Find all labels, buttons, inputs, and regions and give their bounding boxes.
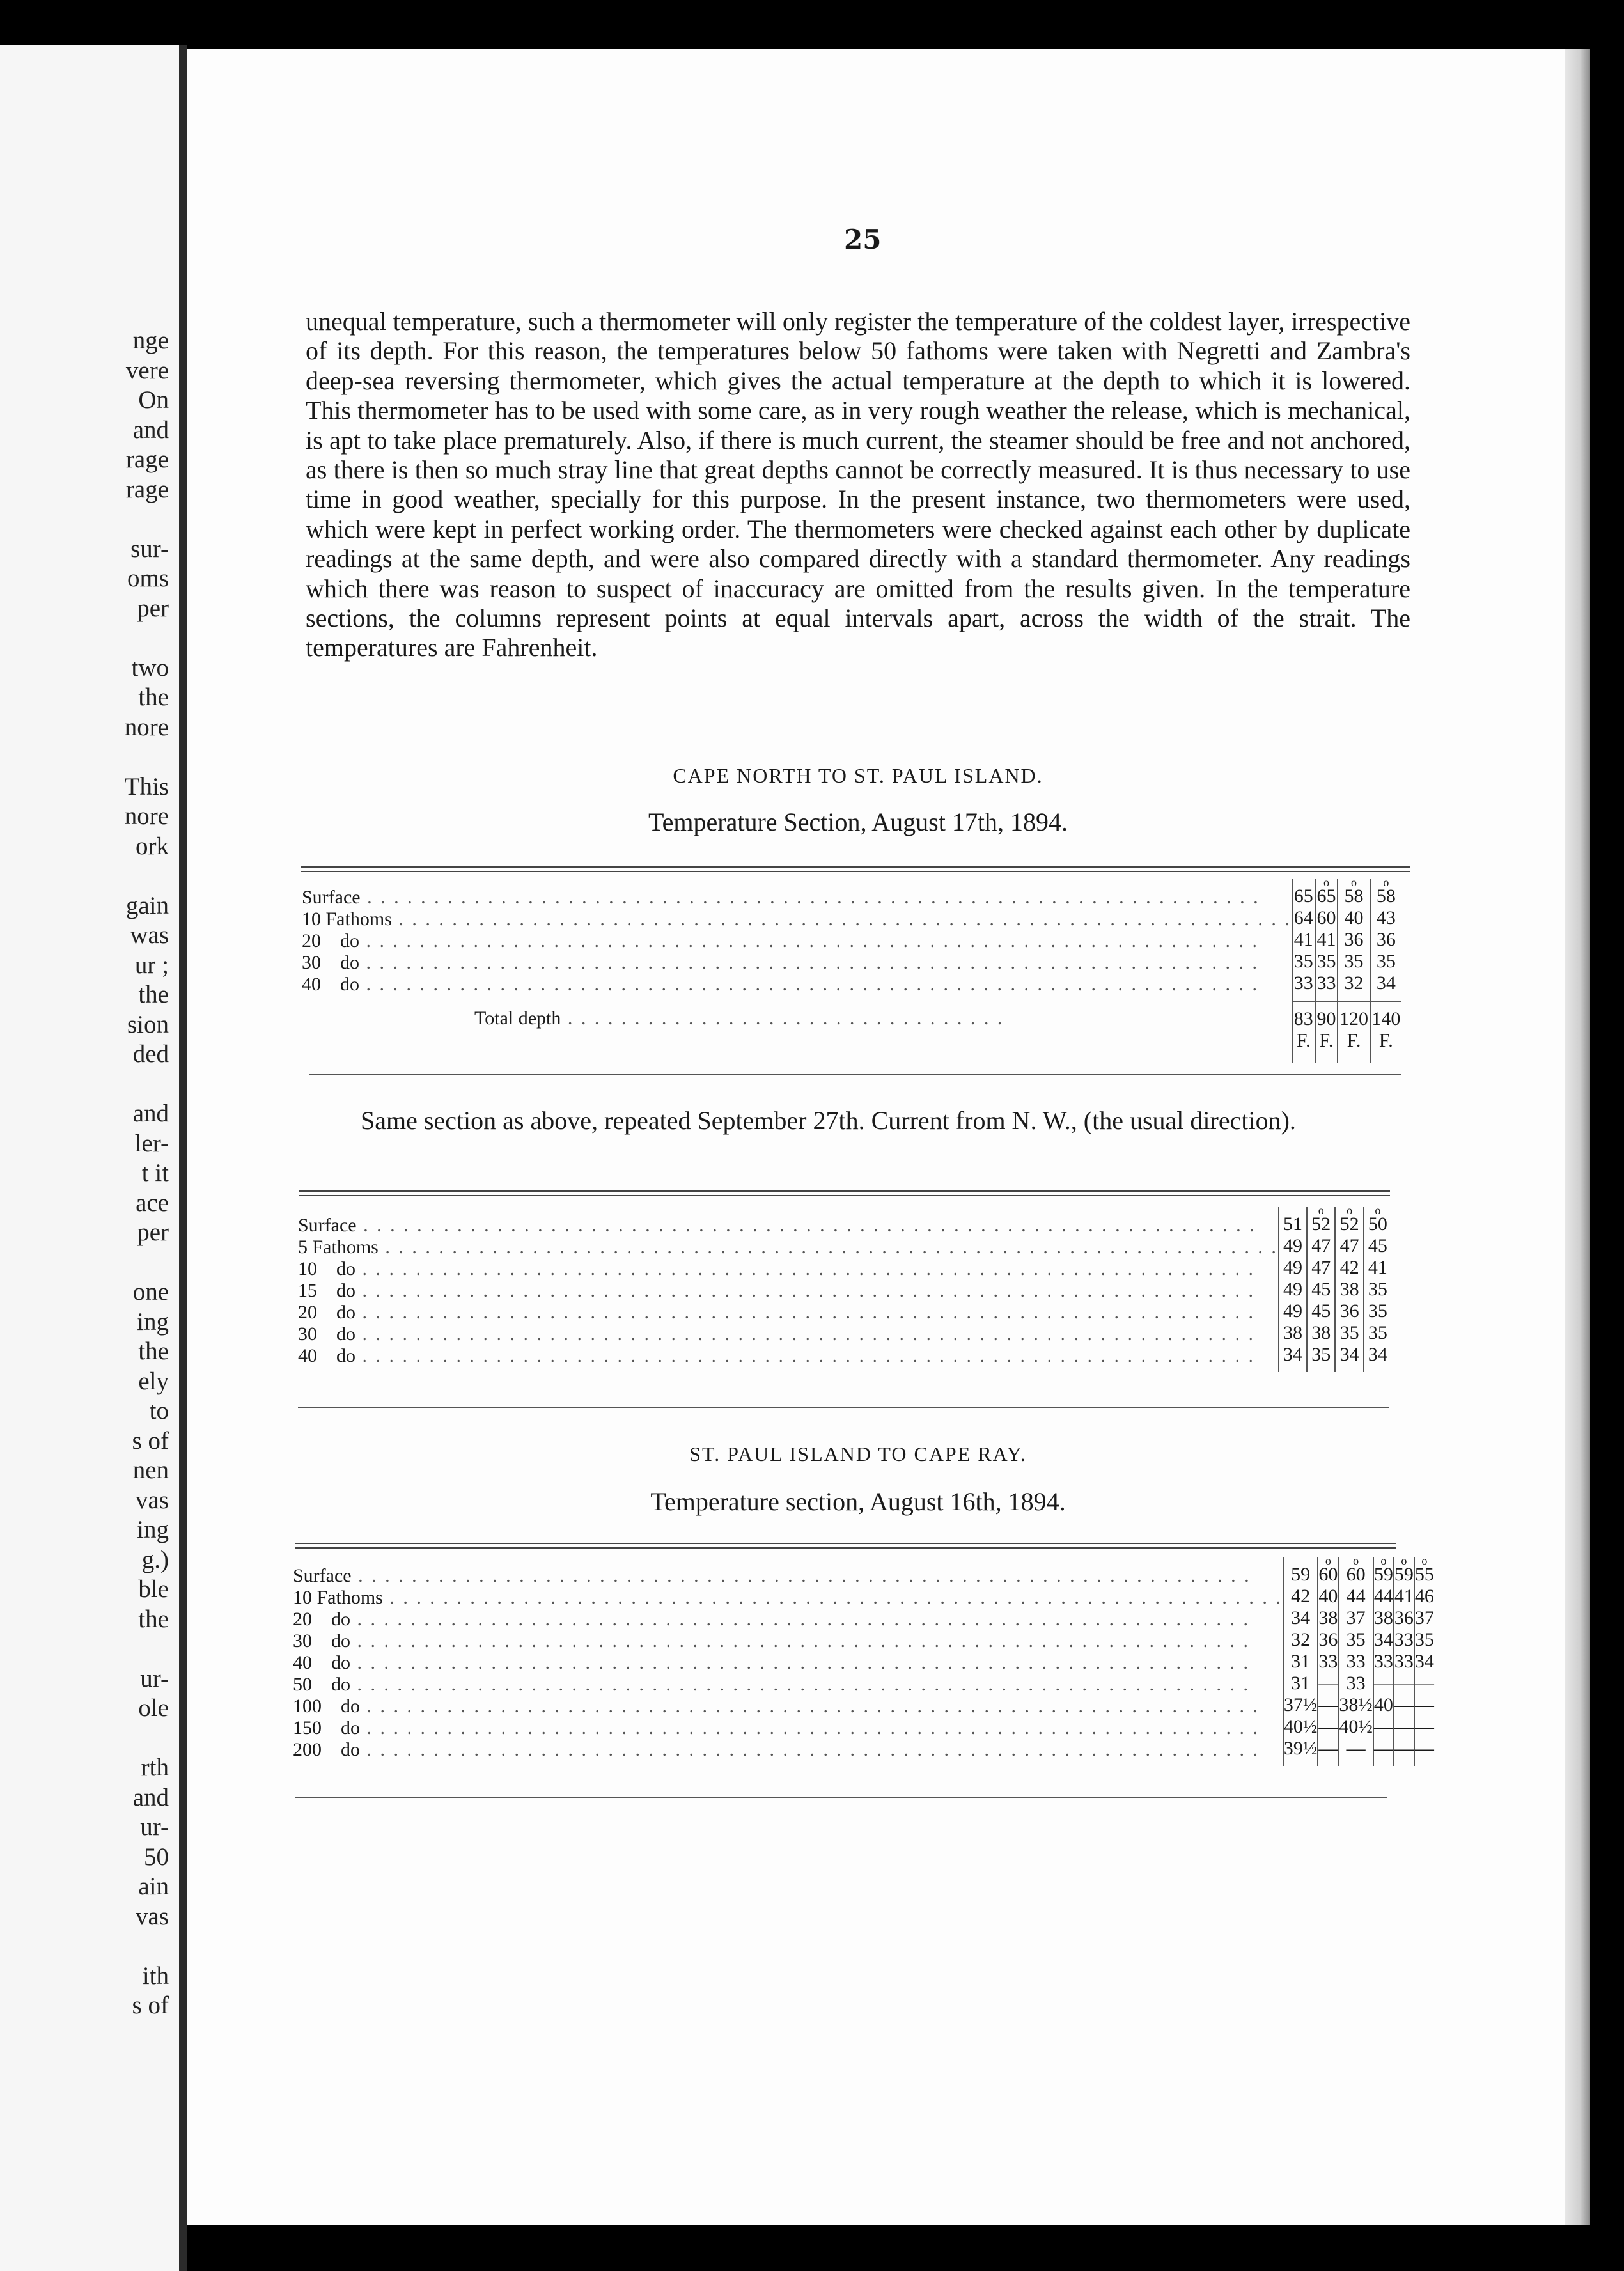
depth-label-text: 50 do <box>293 1674 350 1695</box>
temperature-cell: 38 <box>1318 1607 1338 1628</box>
temperature-cell: 40½ <box>1339 1716 1373 1737</box>
temperature-cell: 35 <box>1368 1300 1387 1322</box>
leader-dots: . . . . . . . . . . . . . . . . . . . . . . . . . . . . . . . . . . . . . . . . . . . . . . . . . . . . . . . . . . . . . . . . . . . <box>355 1302 1255 1323</box>
station-column-2 <box>1315 876 1338 1001</box>
section2-bottom-rule <box>295 1797 1387 1798</box>
facing-page-line: g.) <box>141 1545 169 1573</box>
temperature-cell: 35 <box>1346 1629 1366 1650</box>
section2-subtitle: Temperature section, August 16th, 1894. <box>650 1487 1066 1516</box>
temperature-cell: 34 <box>1291 1607 1311 1628</box>
depth-label <box>293 1674 1283 1696</box>
station-column-3 <box>1338 1554 1373 1766</box>
facing-page-line: two <box>131 653 169 682</box>
station-column-1 <box>1279 1207 1307 1372</box>
temperature-cell: 49 <box>1283 1279 1302 1300</box>
facing-page-text <box>125 326 169 2021</box>
degree-mark <box>1284 1557 1318 1564</box>
temperature-cell: 41 <box>1316 929 1336 950</box>
temperature-cell: 52 <box>1311 1214 1331 1235</box>
depth-label <box>302 887 1292 909</box>
depth-label <box>298 1323 1278 1345</box>
depth-label-text: 10 Fathoms <box>293 1587 383 1608</box>
temperature-cell: 38 <box>1283 1322 1302 1343</box>
facing-page-line: gain <box>125 891 169 919</box>
leader-dots: . . . . . . . . . . . . . . . . . . . . . . . . . . . . . . . . . . . . . . . . . . . . . . . . . . . . . . . . . . . . . . . . . . . <box>350 1609 1250 1630</box>
facing-page-line: the <box>138 1605 169 1633</box>
leader-dots: . . . . . . . . . . . . . . . . . . . . . . . . . . . . . . . . . . . . . . . . . . . . . . . . . . . . . . . . . . . . . . . . . . . <box>356 1215 1256 1236</box>
facing-page-line: nore <box>124 713 169 741</box>
main-paragraph-text: unequal temperature, such a thermometer will only register the temperature of the coldest layer, irrespective of its depth. For this reason, the temperatures below 50 fathoms were taken with Negretti and Zambra's deep-sea reversing thermometer, which gives the actual temperature at the depth to which it is lowered. This thermometer has to be used with some care, as in very rough weather the release, which is mechanical, is apt to take place prematurely. Also, if there is much current, the steamer should be free and not anchored, as there is then so much stray line that great depths cannot be correctly measured. It is thus necessary to use time in good weather, specially for this purpose. In the present instance, two thermometers were used, which were kept in perfect working order. The thermometers were checked against each other by duplicate readings at the same depth, and were also compared directly with a standard thermometer. Any readings which there was reason to suspect of inaccuracy are omitted from the results given. In the temperature sections, the columns represent points at equal intervals apart, across the width of the strait. The temperatures are Fahrenheit. <box>306 307 1410 662</box>
depth-label <box>293 1609 1283 1630</box>
table-body-row <box>293 1557 1434 1766</box>
temperature-cell: — <box>1318 1673 1338 1694</box>
degree-mark <box>1279 1207 1306 1214</box>
station-column-5 <box>1394 1554 1414 1766</box>
temperature-cell: 49 <box>1283 1257 1302 1278</box>
depth-labels <box>293 1557 1283 1766</box>
temperature-cell: 60 <box>1316 907 1336 928</box>
temperature-cell: 37 <box>1414 1607 1434 1628</box>
depth-label-text: 40 do <box>298 1345 355 1366</box>
facing-page-line <box>125 623 169 653</box>
facing-page-line: ain <box>138 1873 169 1900</box>
facing-page-line: vas <box>136 1486 169 1514</box>
temperature-cell: 35 <box>1376 951 1396 972</box>
temperature-cell: 45 <box>1311 1279 1331 1300</box>
facing-page-line: sur- <box>130 535 169 563</box>
leader-dots: . . . . . . . . . . . . . . . . . . . . . . . . . . . . . . . . . . . . . . . . . . . . . . . . . . . . . . . . . . . . . . . . . . . <box>360 1717 1260 1738</box>
depth-label-text: 40 do <box>293 1652 350 1673</box>
depth-label-text: Surface <box>293 1565 352 1586</box>
table-body-row <box>302 879 1401 1001</box>
total-depth-cell: 120 F. <box>1338 1001 1370 1063</box>
leader-dots: . . . . . . . . . . . . . . . . . . . . . . . . . . . . . . . . . . . . . . . . . . . . . . . . . . . . . . . . . . . . . . . . . . . <box>391 909 1292 930</box>
section2-title: ST. PAUL ISLAND TO CAPE RAY. <box>689 1442 1027 1465</box>
degree-mark <box>1293 879 1315 886</box>
facing-page-line <box>125 861 169 891</box>
facing-page-line: oms <box>127 565 169 592</box>
facing-page-line: rth <box>141 1754 169 1781</box>
main-paragraph <box>306 307 1410 663</box>
facing-page-line <box>125 1724 169 1754</box>
station-column-1 <box>1283 1557 1318 1766</box>
section2-top-rule <box>295 1543 1396 1549</box>
leader-dots: . . . . . . . . . . . . . . . . . . . . . . . . . . . . . . . . . . . . . . . . . . . . . . . . . . . . . . . . . . . . . . . . . . . <box>382 1587 1283 1608</box>
temperature-cell: — <box>1414 1716 1434 1737</box>
facing-page-line: vere <box>125 356 169 384</box>
temperature-cell: 38 <box>1339 1279 1359 1300</box>
temperature-cell: 36 <box>1318 1629 1338 1650</box>
temperature-cell: — <box>1394 1738 1414 1759</box>
temperature-cell: 36 <box>1344 929 1364 950</box>
depth-label <box>298 1258 1278 1280</box>
depth-label-text: 10 do <box>298 1258 355 1279</box>
repeat-note-text: Same section as above, repeated September 27th. Current from N. W., (the usual direction). <box>361 1106 1296 1135</box>
temperature-cell: — <box>1373 1716 1393 1737</box>
temperature-cell: 36 <box>1339 1300 1359 1322</box>
table-body-row <box>298 1207 1391 1372</box>
temperature-cell: 33 <box>1316 972 1336 994</box>
temperature-cell: 49 <box>1283 1300 1302 1322</box>
temperature-cell: 59 <box>1291 1564 1311 1585</box>
depth-label <box>298 1237 1278 1258</box>
temperature-cell: 44 <box>1373 1586 1393 1607</box>
degree-mark: o <box>1380 1554 1387 1567</box>
temperature-cell: 41 <box>1368 1257 1387 1278</box>
section1-title: CAPE NORTH TO ST. PAUL ISLAND. <box>673 764 1043 787</box>
depth-label-text: 30 do <box>293 1630 350 1651</box>
temperature-cell: — <box>1414 1673 1434 1694</box>
depth-label <box>293 1565 1283 1587</box>
temperature-cell: — <box>1394 1694 1414 1715</box>
station-column-1 <box>1292 879 1315 1001</box>
total-depth-cell: 90 F. <box>1315 1001 1338 1063</box>
temperature-cell: 60 <box>1318 1564 1338 1585</box>
temperature-cell: 65 <box>1293 886 1313 907</box>
facing-page-line: nore <box>124 802 169 830</box>
temperature-cell: 40 <box>1344 907 1364 928</box>
temperature-cell: 45 <box>1368 1235 1387 1256</box>
temperature-cell: 33 <box>1293 972 1313 994</box>
temperature-cell: 44 <box>1346 1586 1366 1607</box>
temperature-cell: 40½ <box>1283 1716 1318 1737</box>
depth-label-text: 30 do <box>298 1323 355 1345</box>
station-column-2 <box>1307 1204 1335 1372</box>
temperature-cell: 34 <box>1368 1344 1387 1365</box>
temperature-cell: 37½ <box>1283 1694 1318 1715</box>
temperature-cell: — <box>1373 1673 1393 1694</box>
section1-table <box>302 876 1401 1063</box>
facing-page-line: ur- <box>140 1813 169 1841</box>
temperature-cell: 55 <box>1414 1564 1434 1585</box>
total-depth-cell: 140 F. <box>1370 1001 1401 1063</box>
temperature-cell: 34 <box>1339 1344 1359 1365</box>
degree-mark: o <box>1353 1554 1359 1567</box>
section2-table <box>293 1554 1434 1766</box>
temperature-cell: — <box>1394 1716 1414 1737</box>
page-number: 25 <box>844 224 882 255</box>
total-depth-row <box>302 1001 1401 1063</box>
facing-page-line: ler- <box>134 1129 169 1157</box>
temperature-cell: 33 <box>1318 1651 1338 1672</box>
temperature-cell: — <box>1318 1716 1338 1737</box>
section1-subtitle: Temperature Section, August 17th, 1894. <box>648 808 1068 836</box>
temperature-cell: — <box>1394 1673 1414 1694</box>
temperature-cell: 34 <box>1376 972 1396 994</box>
station-column-4 <box>1370 876 1401 1001</box>
temperature-cell: — <box>1346 1738 1366 1759</box>
facing-page-line: ely <box>138 1367 169 1395</box>
temperature-cell: 42 <box>1339 1257 1359 1278</box>
depth-label <box>298 1345 1278 1367</box>
section1-repeat-bottom-rule <box>298 1407 1389 1408</box>
leader-dots: . . . . . . . . . . . . . . . . . . . . . . . . . . . . . . . . . . . . . . . . . . . . . . . . . . . . . . . . . . . . . . . . . . . <box>359 930 1259 951</box>
leader-dots: . . . . . . . . . . . . . . . . . . . . . . . . . . . . . . . . . . . . . . . . . . . . . . . . . . . . . . . . . . . . . . . . . . . <box>359 974 1259 995</box>
facing-page-line: and <box>132 1100 169 1127</box>
depth-labels <box>302 879 1292 1001</box>
facing-page-line: to <box>149 1397 169 1424</box>
total-depth-label <box>302 1001 1292 1063</box>
leader-dots: . . . . . . . . . . . . . . . . . . . . . . . . . . . . . . . . . . . . . . . . . . . . . . . . . . . . . . . . . . . . . . . . . . . <box>351 1565 1251 1586</box>
leader-dots: . . . . . . . . . . . . . . . . . . . . . . . . . . . . . . . . . . . . . . . . . . . . . . . . . . . . . . . . . . . . . . . . . . . <box>355 1345 1255 1366</box>
leader-dots: . . . . . . . . . . . . . . . . . . . . . . . . . . . . . . . . . . . . . . . . . . . . . . . . . . . . . . . . . . . . . . . . . . . <box>378 1237 1278 1258</box>
leader-dots: . . . . . . . . . . . . . . . . . . . . . . . . . . . . . . . . . . . . . . . . . . . . . . . . . . . . . . . . . . . . . . . . . . . <box>355 1323 1255 1345</box>
temperature-cell: — <box>1373 1738 1393 1759</box>
leader-dots: . . . . . . . . . . . . . . . . . . . . . . . . . . . . . . . . . . . . . . . . . . . . . . . . . . . . . . . . . . . . . . . . . . . <box>359 952 1259 973</box>
facing-page-line: and <box>132 416 169 444</box>
section1-repeat-top-rule <box>299 1190 1390 1196</box>
facing-page-line: ace <box>136 1189 169 1217</box>
degree-mark: o <box>1318 1204 1324 1217</box>
temperature-cell: 35 <box>1293 951 1313 972</box>
temperature-cell: 47 <box>1339 1235 1359 1256</box>
temperature-cell: 41 <box>1394 1586 1414 1607</box>
facing-page-line: the <box>138 1338 169 1365</box>
temperature-cell: 40 <box>1373 1694 1393 1715</box>
depth-label <box>298 1215 1278 1237</box>
depth-label-text: 20 do <box>293 1609 350 1630</box>
temperature-cell: 60 <box>1346 1564 1366 1585</box>
temperature-cell: 33 <box>1373 1651 1393 1672</box>
depth-label-text: 40 do <box>302 974 359 995</box>
depth-label <box>293 1630 1283 1652</box>
depth-label-text: 20 do <box>298 1302 355 1323</box>
facing-page-line <box>125 1932 169 1962</box>
leader-dots: . . . . . . . . . . . . . . . . . . . . . . . . . . . . . . . . . . . . . . . . . . . . . . . . . . . . . . . . . . . . . . . . . . . <box>355 1280 1255 1301</box>
temperature-cell: 35 <box>1414 1629 1434 1650</box>
temperature-cell: 32 <box>1344 972 1364 994</box>
leader-dots: . . . . . . . . . . . . . . . . . . . . . . . . . . . . . . . . . <box>561 1008 1004 1029</box>
station-column-6 <box>1414 1554 1434 1766</box>
facing-page-line <box>125 504 169 535</box>
book-gutter <box>179 45 187 2271</box>
temperature-cell: 35 <box>1344 951 1364 972</box>
depth-label <box>293 1587 1283 1609</box>
depth-label <box>302 974 1292 995</box>
temperature-cell: 59 <box>1394 1564 1414 1585</box>
total-depth-cell: 83 F. <box>1292 1001 1315 1063</box>
section1-bottom-rule <box>309 1074 1401 1075</box>
temperature-cell: 36 <box>1394 1607 1414 1628</box>
temperature-cell: 33 <box>1394 1651 1414 1672</box>
temperature-cell: 32 <box>1291 1629 1311 1650</box>
temperature-cell: 33 <box>1346 1651 1366 1672</box>
station-column-3 <box>1335 1204 1363 1372</box>
facing-page-line <box>125 1634 169 1664</box>
degree-mark: o <box>1375 1204 1381 1217</box>
facing-page-line: the <box>138 981 169 1008</box>
temperature-cell: 43 <box>1376 907 1396 928</box>
temperature-cell: 58 <box>1344 886 1364 907</box>
facing-page-line: ble <box>138 1575 169 1603</box>
depth-label-text: 15 do <box>298 1280 355 1301</box>
depth-label-text: 10 Fathoms <box>302 909 392 930</box>
depth-label <box>302 930 1292 952</box>
section1-top-rule <box>301 866 1410 872</box>
depth-label <box>293 1717 1283 1739</box>
degree-mark: o <box>1323 876 1329 889</box>
depth-label <box>293 1696 1283 1717</box>
temperature-cell: 50 <box>1368 1214 1387 1235</box>
temperature-cell: 47 <box>1311 1235 1331 1256</box>
facing-page-line <box>125 1070 169 1100</box>
facing-page-line: sion <box>127 1010 169 1038</box>
facing-page-line <box>125 742 169 772</box>
temperature-cell: — <box>1318 1738 1338 1759</box>
temperature-cell: 49 <box>1283 1235 1302 1256</box>
depth-label-text: 100 do <box>293 1696 360 1717</box>
depth-label <box>298 1280 1278 1302</box>
depth-label <box>302 952 1292 974</box>
temperature-cell: 34 <box>1414 1651 1434 1672</box>
facing-page-line: ork <box>136 832 169 860</box>
facing-page-line: This <box>124 772 169 800</box>
temperature-cell: 37 <box>1346 1607 1366 1628</box>
degree-mark: o <box>1350 876 1357 889</box>
facing-page-line: rage <box>125 475 169 503</box>
leader-dots: . . . . . . . . . . . . . . . . . . . . . . . . . . . . . . . . . . . . . . . . . . . . . . . . . . . . . . . . . . . . . . . . . . . <box>360 1696 1260 1717</box>
depth-label-text: 200 do <box>293 1739 360 1760</box>
facing-page-line: ur ; <box>134 951 169 979</box>
depth-label-text: Surface <box>302 887 361 908</box>
temperature-cell: — <box>1414 1694 1434 1715</box>
temperature-cell: — <box>1318 1694 1338 1715</box>
leader-dots: . . . . . . . . . . . . . . . . . . . . . . . . . . . . . . . . . . . . . . . . . . . . . . . . . . . . . . . . . . . . . . . . . . . <box>360 1739 1260 1760</box>
facing-page-line: ole <box>138 1694 169 1722</box>
total-depth-text: Total depth <box>474 1008 561 1029</box>
temperature-cell: 46 <box>1414 1586 1434 1607</box>
temperature-cell: 36 <box>1376 929 1396 950</box>
temperature-cell: 38 <box>1311 1322 1331 1343</box>
facing-page-line: nge <box>132 327 169 354</box>
section1-repeat-table <box>298 1204 1391 1372</box>
facing-page-line: per <box>137 1219 169 1246</box>
leader-dots: . . . . . . . . . . . . . . . . . . . . . . . . . . . . . . . . . . . . . . . . . . . . . . . . . . . . . . . . . . . . . . . . . . . <box>350 1630 1250 1651</box>
depth-label-text: 150 do <box>293 1717 360 1738</box>
temperature-cell: 35 <box>1339 1322 1359 1343</box>
facing-page-line: s of <box>132 1992 169 2019</box>
facing-page-line: ing <box>137 1307 169 1336</box>
depth-labels <box>298 1207 1279 1372</box>
temperature-cell: 52 <box>1339 1214 1359 1235</box>
facing-page-line: ur- <box>140 1664 169 1692</box>
facing-page-line: ith <box>142 1962 169 1990</box>
facing-page-fragment <box>0 45 179 2271</box>
facing-page-line: was <box>130 921 169 949</box>
temperature-cell: 47 <box>1311 1257 1331 1278</box>
degree-mark: o <box>1383 876 1389 889</box>
facing-page-line: one <box>132 1278 169 1306</box>
degree-mark: o <box>1347 1204 1353 1217</box>
depth-label <box>293 1739 1283 1761</box>
temperature-cell: 35 <box>1368 1322 1387 1343</box>
temperature-cell: 33 <box>1394 1629 1414 1650</box>
degree-mark: o <box>1421 1554 1428 1567</box>
depth-label <box>302 909 1292 930</box>
page-edge <box>1565 49 1590 2225</box>
temperature-cell: 35 <box>1311 1344 1331 1365</box>
facing-page-line: ded <box>132 1040 169 1068</box>
facing-page-line: rage <box>125 446 169 473</box>
depth-label-text: Surface <box>298 1215 357 1236</box>
temperature-cell: 45 <box>1311 1300 1331 1322</box>
temperature-cell: 41 <box>1293 929 1313 950</box>
temperature-cell: — <box>1414 1738 1434 1759</box>
temperature-cell: 31 <box>1291 1651 1311 1672</box>
temperature-cell: 40 <box>1318 1586 1338 1607</box>
facing-page-line: per <box>137 594 169 622</box>
depth-label <box>298 1302 1278 1323</box>
temperature-cell: 42 <box>1291 1586 1311 1607</box>
degree-mark: o <box>1325 1554 1331 1567</box>
facing-page-line: the <box>138 683 169 711</box>
facing-page-line: 50 <box>144 1843 169 1871</box>
facing-page-line: t it <box>141 1159 169 1187</box>
temperature-cell: 35 <box>1316 951 1336 972</box>
facing-page-line: and <box>132 1783 169 1811</box>
section1-repeat-note <box>306 1106 1401 1136</box>
temperature-cell: 64 <box>1293 907 1313 928</box>
leader-dots: . . . . . . . . . . . . . . . . . . . . . . . . . . . . . . . . . . . . . . . . . . . . . . . . . . . . . . . . . . . . . . . . . . . <box>350 1674 1250 1695</box>
facing-page-line: nen <box>132 1456 169 1484</box>
temperature-cell: 39½ <box>1283 1738 1318 1759</box>
station-column-2 <box>1318 1554 1338 1766</box>
station-column-3 <box>1338 876 1370 1001</box>
leader-dots: . . . . . . . . . . . . . . . . . . . . . . . . . . . . . . . . . . . . . . . . . . . . . . . . . . . . . . . . . . . . . . . . . . . <box>360 887 1260 908</box>
facing-page-line: vas <box>136 1902 169 1930</box>
temperature-cell: 38½ <box>1339 1694 1373 1715</box>
temperature-cell: 33 <box>1346 1673 1366 1694</box>
depth-label-text: 5 Fathoms <box>298 1237 379 1258</box>
temperature-cell: 59 <box>1373 1564 1393 1585</box>
facing-page-line: ing <box>137 1516 169 1543</box>
temperature-cell: 38 <box>1373 1607 1393 1628</box>
facing-page-line: On <box>138 386 169 414</box>
temperature-cell: 34 <box>1373 1629 1393 1650</box>
facing-page-line: s of <box>132 1426 169 1455</box>
temperature-cell: 31 <box>1291 1673 1311 1694</box>
station-column-4 <box>1364 1204 1391 1372</box>
depth-label-text: 30 do <box>302 952 359 973</box>
depth-label <box>293 1652 1283 1674</box>
temperature-cell: 51 <box>1283 1214 1302 1235</box>
leader-dots: . . . . . . . . . . . . . . . . . . . . . . . . . . . . . . . . . . . . . . . . . . . . . . . . . . . . . . . . . . . . . . . . . . . <box>350 1652 1250 1673</box>
depth-label-text: 20 do <box>302 930 359 951</box>
temperature-cell: 58 <box>1376 886 1396 907</box>
temperature-cell: 65 <box>1316 886 1336 907</box>
temperature-cell: 35 <box>1368 1279 1387 1300</box>
temperature-cell: 34 <box>1283 1344 1302 1365</box>
leader-dots: . . . . . . . . . . . . . . . . . . . . . . . . . . . . . . . . . . . . . . . . . . . . . . . . . . . . . . . . . . . . . . . . . . . <box>355 1258 1255 1279</box>
station-column-4 <box>1373 1554 1394 1766</box>
facing-page-line <box>125 1248 169 1278</box>
degree-mark: o <box>1401 1554 1407 1567</box>
